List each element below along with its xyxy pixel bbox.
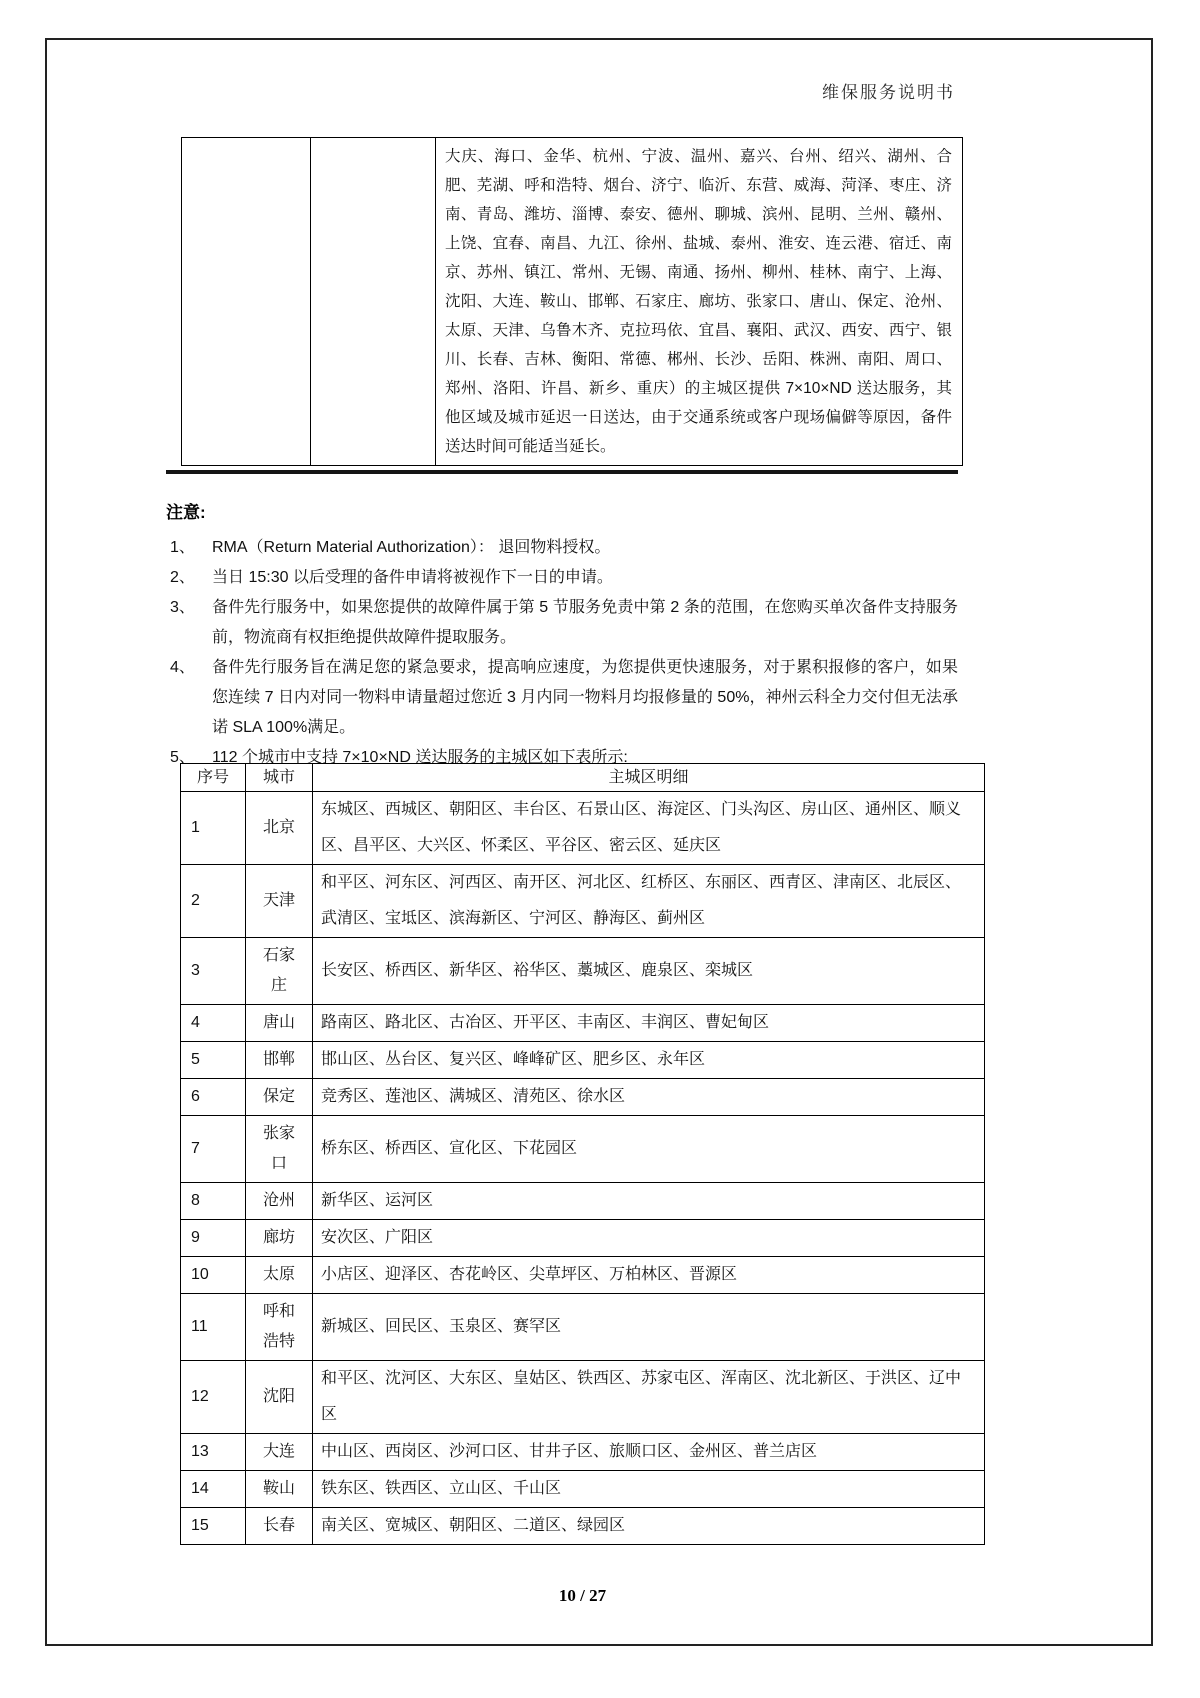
city-list-cell: 大庆、海口、金华、杭州、宁波、温州、嘉兴、台州、绍兴、湖州、合肥、芜湖、呼和浩特、烟台、济宁、临沂、东营、威海、菏泽、枣庄、济南、青岛、潍坊、淄博、泰安、德州、聊城、滨州、昆明、兰州、赣州、上饶、宜春、南昌、九江、徐州、盐城、泰州、淮安、连云港、宿迁、南京、苏州、镇江、常州、无锡、南通、扬州、柳州、桂林、南宁、上海、沈阳、大连、鞍山、邯郸、石家庄、廊坊、张家口、唐山、保定、沧州、太原、天津、乌鲁木齐、克拉玛依、宜昌、襄阳、武汉、西安、西宁、银川、长春、吉林、衡阳、常德、郴州、长沙、岳阳、株洲、南阳、周口、郑州、洛阳、许昌、新乡、重庆）的主城区提供 7×10×ND 送达服务，其他区域及城市延迟一日送达，由于交通系统或客户现场偏僻等原因，备件送达时间可能适当延长。 [436, 138, 963, 466]
row-number-cell: 11 [181, 1294, 246, 1361]
row-number-cell: 6 [181, 1079, 246, 1116]
note-item-number: 5、 [170, 749, 195, 766]
row-number-cell: 15 [181, 1508, 246, 1545]
row-number-cell: 10 [181, 1257, 246, 1294]
row-number-cell: 1 [181, 792, 246, 865]
districts-cell: 邯山区、丛台区、复兴区、峰峰矿区、肥乡区、永年区 [313, 1042, 985, 1079]
city-coverage-table [181, 137, 963, 466]
table-row [181, 865, 985, 938]
table-row [181, 1361, 985, 1434]
city-cell: 石家庄 [246, 938, 313, 1005]
note-item-text: 备件先行服务中，如果您提供的故障件属于第 5 节服务免责中第 2 条的范围，在您购买单次备件支持服务前，物流商有权拒绝提供故障件提取服务。 [212, 599, 958, 646]
page-number: 10 / 27 [558, 1586, 607, 1605]
city-cell: 长春 [246, 1508, 313, 1545]
note-item [170, 563, 958, 593]
table-row [181, 1471, 985, 1508]
table-row [181, 1116, 985, 1183]
row-number-cell: 12 [181, 1361, 246, 1434]
table-row [181, 1508, 985, 1545]
row-number-cell: 14 [181, 1471, 246, 1508]
table-row [181, 1220, 985, 1257]
document-header-title: 维保服务说明书 [822, 83, 955, 102]
row-number-cell: 4 [181, 1005, 246, 1042]
notes-heading: 注意: [166, 503, 206, 522]
table-row [181, 1042, 985, 1079]
city-cell: 沧州 [246, 1183, 313, 1220]
table-row [181, 792, 985, 865]
note-item [170, 593, 958, 653]
districts-cell: 桥东区、桥西区、宣化区、下花园区 [313, 1116, 985, 1183]
note-item-number: 3、 [170, 599, 195, 616]
districts-cell: 铁东区、铁西区、立山区、千山区 [313, 1471, 985, 1508]
districts-cell: 和平区、沈河区、大东区、皇姑区、铁西区、苏家屯区、浑南区、沈北新区、于洪区、辽中区 [313, 1361, 985, 1434]
note-item-number: 4、 [170, 659, 195, 676]
table-row [181, 1294, 985, 1361]
row-number-cell: 13 [181, 1434, 246, 1471]
city-cell: 保定 [246, 1079, 313, 1116]
note-item-number: 1、 [170, 539, 195, 556]
city-cell: 唐山 [246, 1005, 313, 1042]
note-item-text: 备件先行服务旨在满足您的紧急要求，提高响应速度，为您提供更快速服务，对于累积报修的客户，如果您连续 7 日内对同一物料申请量超过您近 3 月内同一物料月均报修量的 50%，神州云科全力交付但无法承诺 SLA 100%满足。 [212, 659, 958, 736]
city-cell: 邯郸 [246, 1042, 313, 1079]
note-item-text: 当日 15:30 以后受理的备件申请将被视作下一日的申请。 [212, 569, 613, 586]
city-cell: 呼和浩特 [246, 1294, 313, 1361]
table-row [181, 1005, 985, 1042]
districts-cell: 南关区、宽城区、朝阳区、二道区、绿园区 [313, 1508, 985, 1545]
table-header-row [181, 764, 985, 792]
city-cell: 廊坊 [246, 1220, 313, 1257]
districts-cell: 路南区、路北区、古冶区、开平区、丰南区、丰润区、曹妃甸区 [313, 1005, 985, 1042]
column-header-no: 序号 [181, 764, 246, 792]
city-cell: 北京 [246, 792, 313, 865]
column-header-city: 城市 [246, 764, 313, 792]
districts-cell: 新城区、回民区、玉泉区、赛罕区 [313, 1294, 985, 1361]
notes-list [170, 533, 958, 773]
table-row [181, 1183, 985, 1220]
city-cell: 张家口 [246, 1116, 313, 1183]
note-item [170, 533, 958, 563]
empty-cell [182, 138, 311, 466]
city-cell: 大连 [246, 1434, 313, 1471]
districts-cell: 小店区、迎泽区、杏花岭区、尖草坪区、万柏林区、晋源区 [313, 1257, 985, 1294]
note-item-text: 112 个城市中支持 7×10×ND 送达服务的主城区如下表所示: [212, 749, 628, 766]
table-row [181, 1257, 985, 1294]
districts-cell: 安次区、广阳区 [313, 1220, 985, 1257]
table-row [181, 1079, 985, 1116]
note-item-text: RMA（Return Material Authorization）： 退回物料授权。 [212, 539, 611, 556]
districts-cell: 新华区、运河区 [313, 1183, 985, 1220]
note-item [170, 653, 958, 743]
districts-cell: 东城区、西城区、朝阳区、丰台区、石景山区、海淀区、门头沟区、房山区、通州区、顺义区、昌平区、大兴区、怀柔区、平谷区、密云区、延庆区 [313, 792, 985, 865]
city-cell: 鞍山 [246, 1471, 313, 1508]
district-table [180, 763, 985, 1545]
districts-cell: 竞秀区、莲池区、满城区、清苑区、徐水区 [313, 1079, 985, 1116]
section-divider-rule [166, 470, 958, 474]
row-number-cell: 9 [181, 1220, 246, 1257]
column-header-districts: 主城区明细 [313, 764, 985, 792]
districts-cell: 和平区、河东区、河西区、南开区、河北区、红桥区、东丽区、西青区、津南区、北辰区、武清区、宝坻区、滨海新区、宁河区、静海区、蓟州区 [313, 865, 985, 938]
table-row [182, 138, 963, 466]
city-cell: 太原 [246, 1257, 313, 1294]
row-number-cell: 3 [181, 938, 246, 1005]
table-row [181, 1434, 985, 1471]
row-number-cell: 2 [181, 865, 246, 938]
districts-cell: 长安区、桥西区、新华区、裕华区、藁城区、鹿泉区、栾城区 [313, 938, 985, 1005]
row-number-cell: 8 [181, 1183, 246, 1220]
districts-cell: 中山区、西岗区、沙河口区、甘井子区、旅顺口区、金州区、普兰店区 [313, 1434, 985, 1471]
row-number-cell: 7 [181, 1116, 246, 1183]
city-cell: 沈阳 [246, 1361, 313, 1434]
row-number-cell: 5 [181, 1042, 246, 1079]
note-item-number: 2、 [170, 569, 195, 586]
table-row [181, 938, 985, 1005]
city-cell: 天津 [246, 865, 313, 938]
empty-cell [311, 138, 436, 466]
